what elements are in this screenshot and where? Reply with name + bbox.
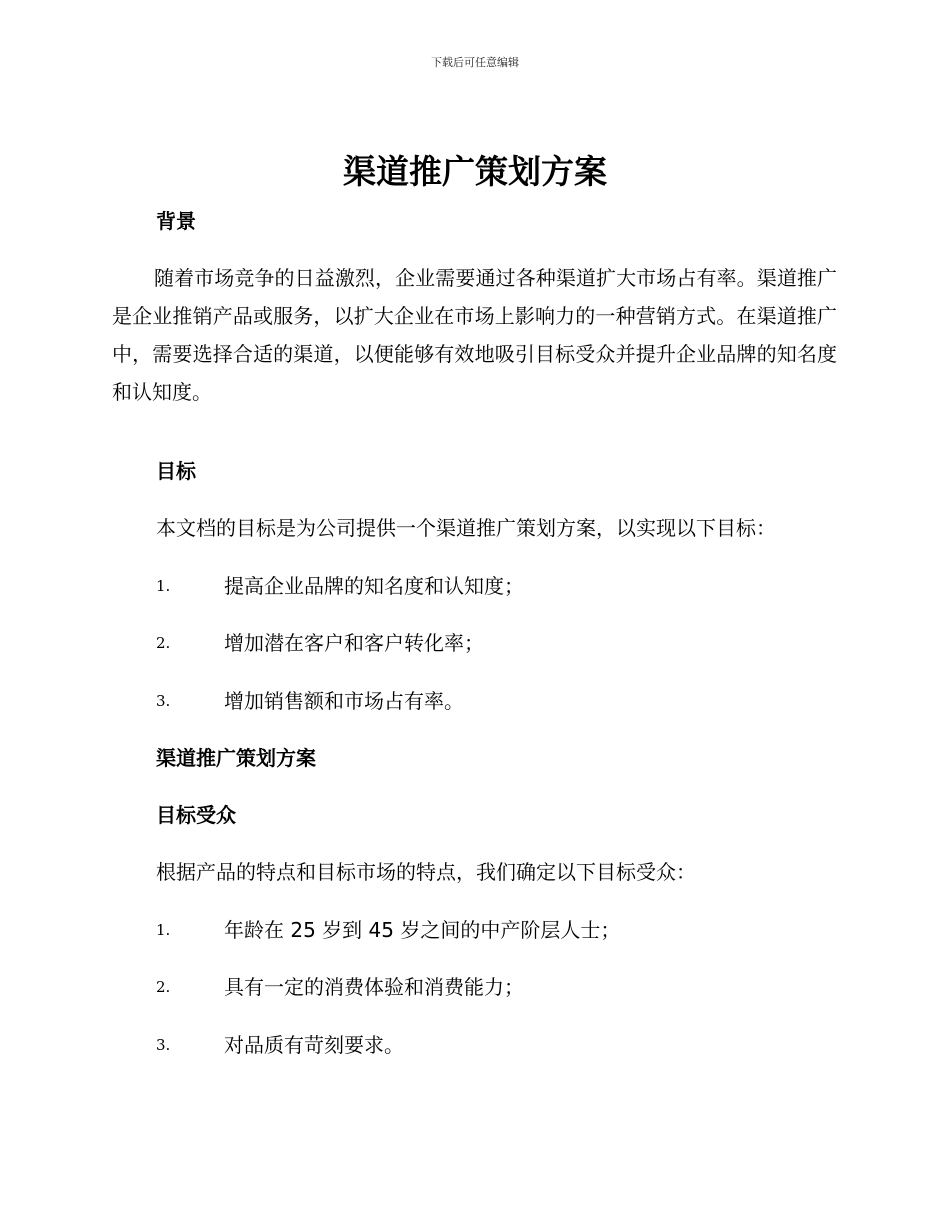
list-text: 增加潜在客户和客户转化率； (224, 631, 484, 655)
list-text: 提高企业品牌的知名度和认知度； (224, 574, 524, 598)
list-number: 2. (156, 978, 171, 996)
section-heading-background: 背景 (156, 209, 196, 233)
list-text: 对品质有苛刻要求。 (224, 1033, 404, 1057)
list-text: 年龄在 25 岁到 45 岁之间的中产阶层人士； (224, 918, 621, 942)
background-paragraph: 随着市场竞争的日益激烈，企业需要通过各种渠道扩大市场占有率。渠道推广是企业推销产品或服务，以扩大企业在市场上影响力的一种营销方式。在渠道推广中，需要选择合适的渠道，以便能够有效地吸引目标受众并提升企业品牌的知名度和认知度。 (112, 266, 837, 404)
list-number: 3. (156, 692, 171, 710)
page-header-note: 下载后可任意编辑 (431, 56, 519, 69)
section-heading-audience: 目标受众 (156, 803, 236, 827)
list-number: 2. (156, 634, 171, 652)
list-number: 1. (156, 921, 171, 939)
section-heading-goals: 目标 (156, 459, 196, 483)
list-text: 具有一定的消费体验和消费能力； (224, 975, 524, 999)
goals-intro: 本文档的目标是为公司提供一个渠道推广策划方案，以实现以下目标： (156, 516, 776, 540)
list-text: 增加销售额和市场占有率。 (224, 689, 464, 713)
audience-intro: 根据产品的特点和目标市场的特点，我们确定以下目标受众： (156, 860, 696, 884)
list-number: 1. (156, 577, 171, 595)
list-number: 3. (156, 1036, 171, 1054)
section-heading-plan: 渠道推广策划方案 (156, 746, 316, 770)
document-title: 渠道推广策划方案 (343, 152, 607, 191)
